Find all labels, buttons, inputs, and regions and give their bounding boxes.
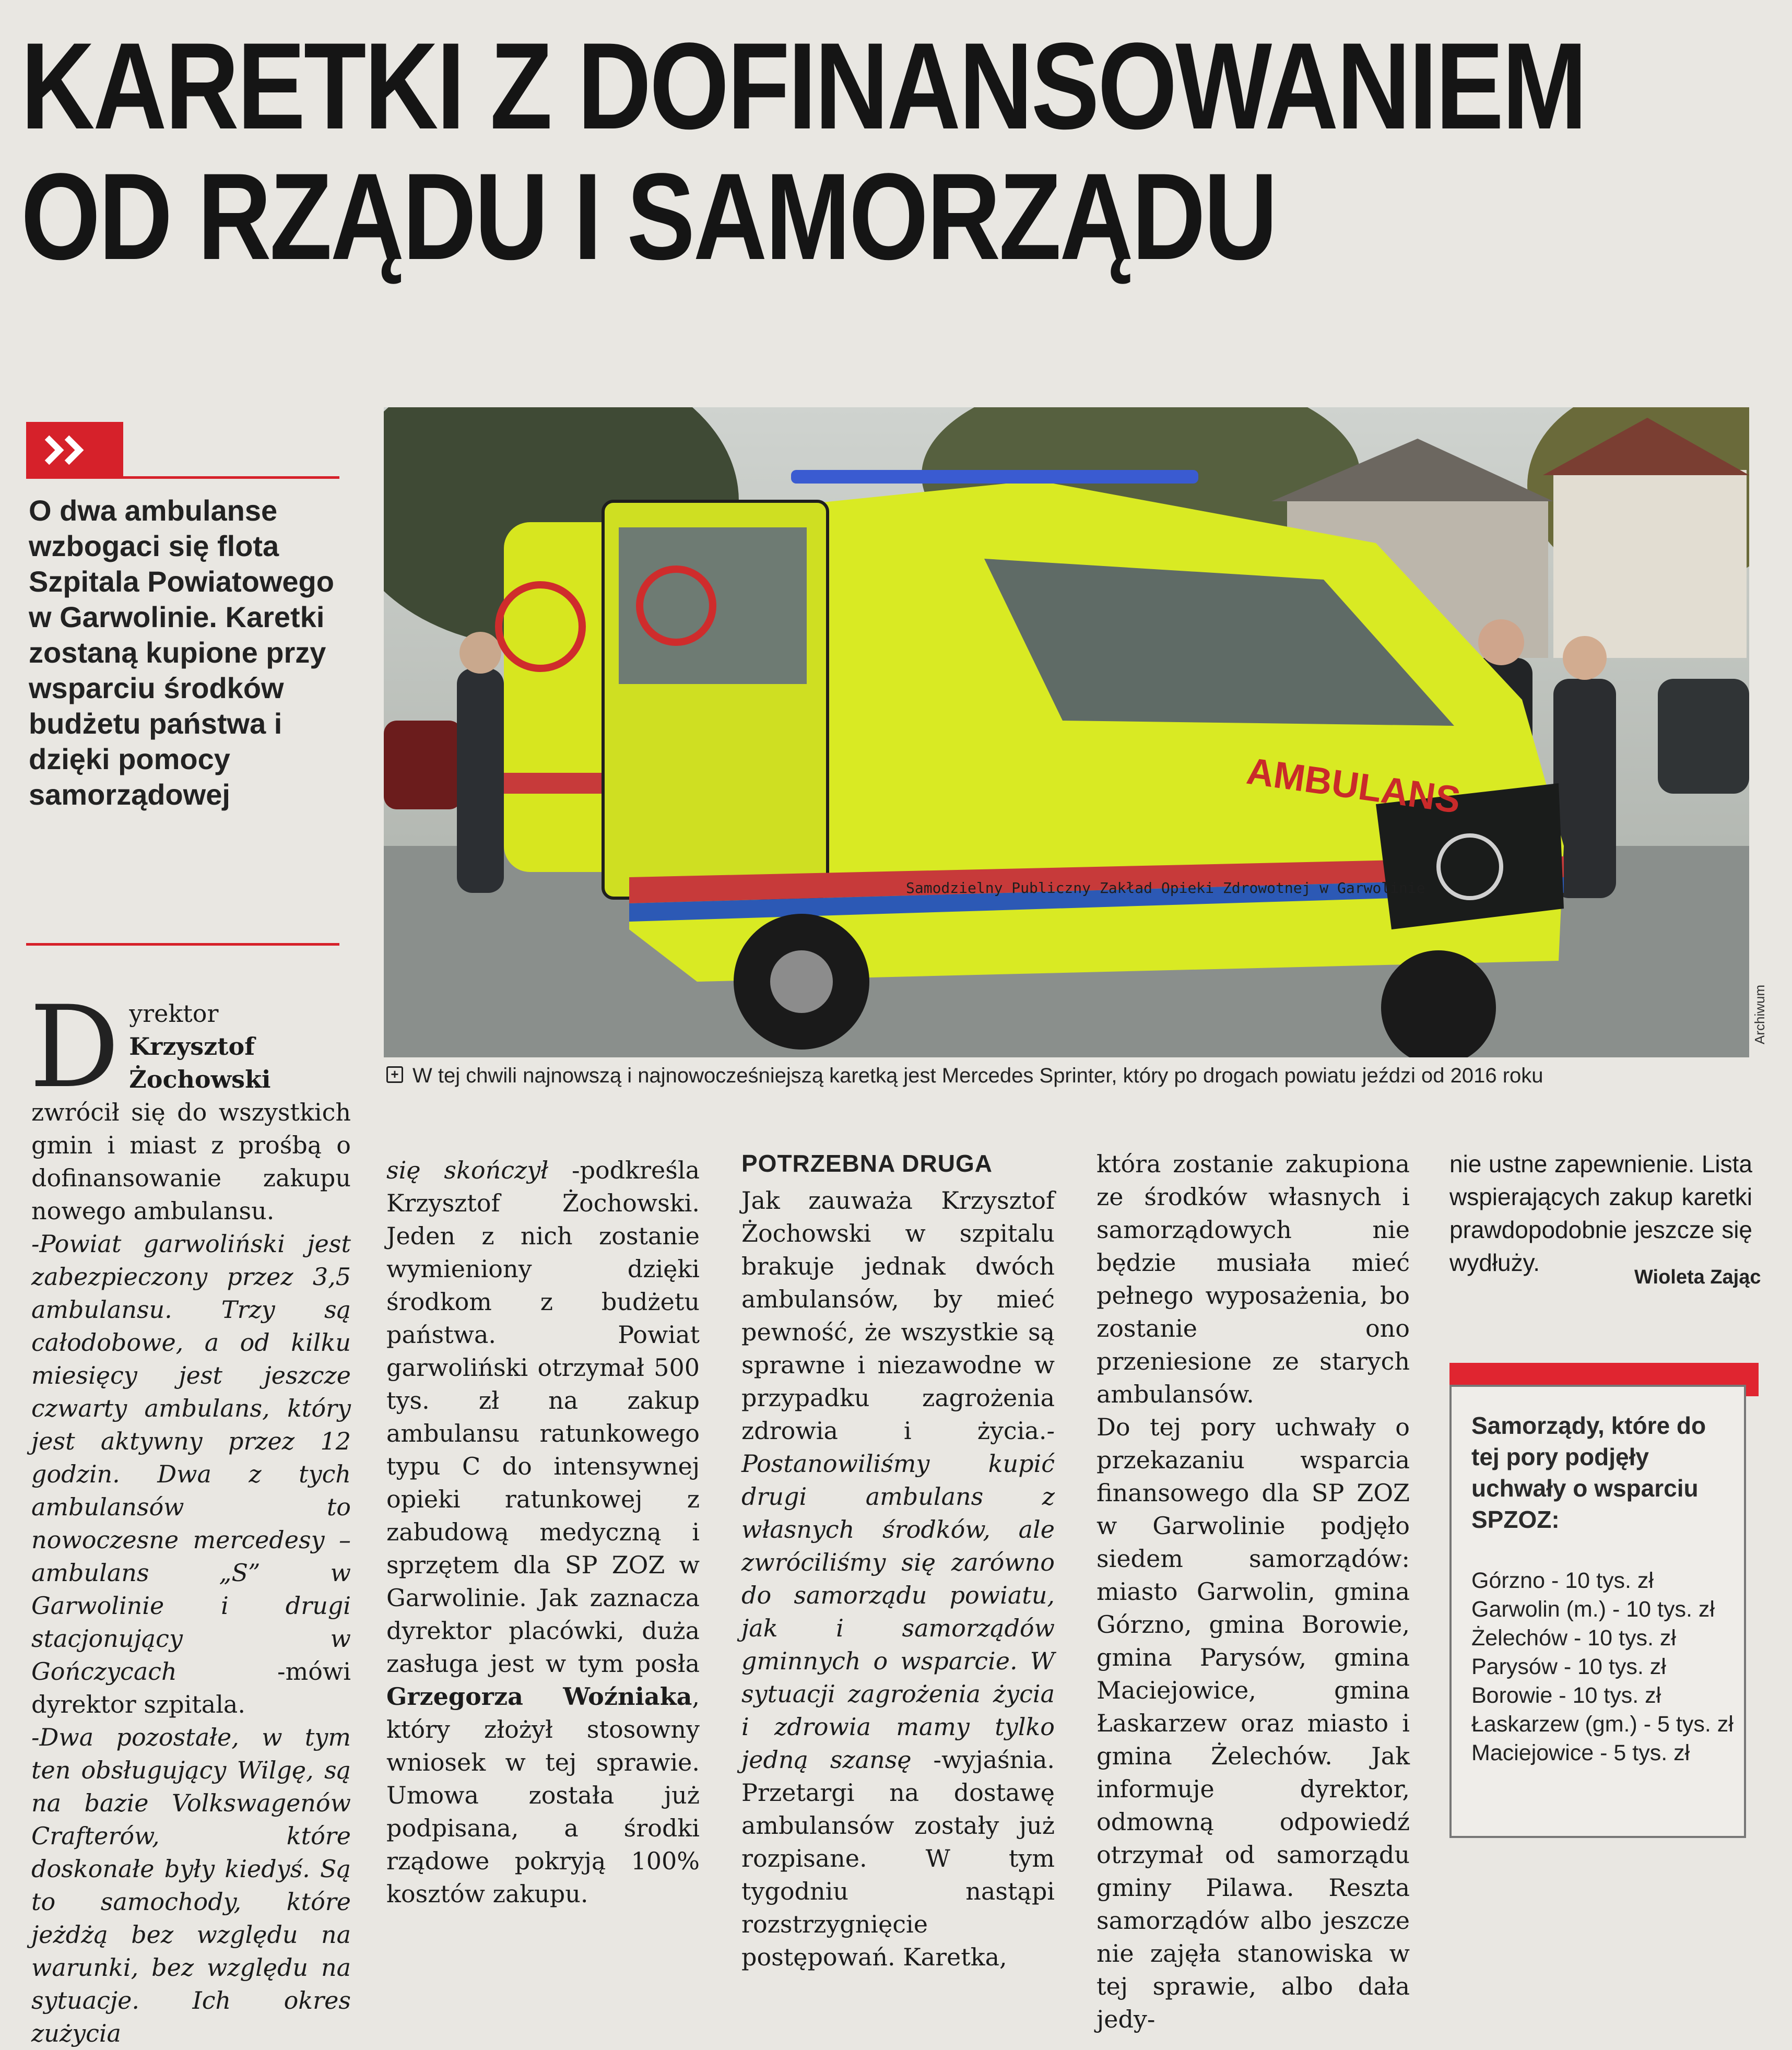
article-column-1: [29, 982, 351, 2050]
ambulance-photo-illustration: [384, 407, 1749, 1057]
side-lettering: Samodzielny Publiczny Zakład Opieki Zdrowotnej w Garwolinie: [906, 879, 1425, 897]
plus-square-icon: +: [386, 1066, 403, 1083]
subheading: POTRZEBNA DRUGA: [741, 1150, 993, 1177]
info-box-title: Samorządy, które do tej pory podjęły uchwały o wsparciu SPZOZ:: [1471, 1412, 1706, 1533]
list-item: Maciejowice - 5 tys. zł: [1471, 1740, 1690, 1765]
col1-quote-2: -Dwa pozostałe, w tym ten obsługujący Wilgę, są na bazie Volkswagenów Crafterów, które doskonałe były kiedyś. Są to samochody, które jeżdżą bez względu na warunki, bez względu na sytuacje. Ich okres zużycia: [31, 1723, 351, 2047]
lead-top-rule: [26, 476, 339, 479]
photo-credit: Archiwum: [1752, 984, 1767, 1044]
section-marker: [26, 422, 123, 478]
col2-text: -podkreśla Krzysztof Żochowski. Jeden z nich zostanie wymieniony dzięki środkom z budżetu państwa. Powiat garwoliński otrzymał 500 tys. zł na zakup ambulansu ratunkowego typu C do intensywnej opieki ratunkowej z zabudową medyczną i sprzętem dla SP ZOZ w Garwolinie. Jak zaznacza dyrektor placówki, duża zasługa jest w tym posła: [386, 1156, 700, 1678]
article-column-4: [1097, 1148, 1410, 2036]
article-column-5: [1449, 1148, 1752, 1279]
drop-cap: D: [29, 982, 120, 1113]
col2-quote-end: się skończył: [386, 1156, 549, 1184]
headline-line-1: KARETKI Z DOFINANSOWANIEM: [21, 17, 1586, 155]
photo-caption: [386, 1064, 1754, 1088]
col1-text-a: yrektor: [129, 999, 219, 1028]
list-item: Borowie - 10 tys. zł: [1471, 1683, 1661, 1708]
ambulance-photo: [384, 407, 1749, 1057]
caption-text: W tej chwili najnowszą i najnowocześniejszą karetką jest Mercedes Sprinter, który po drogach powiatu jeździ od 2016 roku: [412, 1064, 1543, 1087]
list-item: Górzno - 10 tys. zł: [1471, 1568, 1654, 1593]
lead-text: O dwa ambulanse wzbogaci się flota Szpitala Powiatowego w Garwolinie. Karetki zostaną kupione przy wsparciu środków budżetu państwa i dzięki pomocy samorządowej: [29, 494, 334, 811]
col4-text-2: Do tej pory uchwały o przekazaniu wsparcia finansowego dla SP ZOZ w Garwolinie podjęło siedem samorządów: miasto Garwolin, gmina Górzno, gmina Borowie, gmina Parysów, gmina Maciejowice, gmina Łaskarzew oraz miasto i gmina Żelechów. Jak informuje dyrektor, odmowną odpowiedź otrzymał od samorządu gminy Pilawa. Reszta samorządów albo jeszcze nie zajęła stanowiska w tej sprawie, albo dała jedy-: [1097, 1413, 1410, 2033]
col3-text-end: -wyjaśnia. Przetargi na dostawę ambulansów zostały już rozpisane. W tym tygodniu nastąpi rozstrzygnięcie postępowań. Karetka,: [741, 1746, 1055, 1971]
col2-name-bold: Grzegorza Woźniaka: [386, 1682, 692, 1711]
list-item: Garwolin (m.) - 10 tys. zł: [1471, 1597, 1715, 1622]
info-box-list: [1471, 1566, 1743, 1768]
col1-text-c: zwrócił się do wszystkich gmin i miast z prośbą o dofinansowanie zakupu nowego ambulansu.: [31, 1098, 351, 1225]
col3-text: Jak zauważa Krzysztof Żochowski w szpitalu brakuje jednak dwóch ambulansów, by mieć pewność, że wszystkie są sprawne i niezawodne w przypadku zagrożenia zdrowia i życia.: [741, 1186, 1055, 1445]
article-column-3: [741, 1148, 1055, 1974]
author-byline: Wioleta Zając: [1634, 1266, 1761, 1288]
headline-line-2: OD RZĄDU I SAMORZĄDU: [21, 148, 1276, 286]
col1-attribution: -mówi dyrektor szpitala.: [31, 1657, 351, 1718]
hood-lettering: AMBULANS: [1244, 750, 1463, 822]
list-item: Łaskarzew (gm.) - 5 tys. zł: [1471, 1712, 1734, 1737]
article-column-2: [386, 1154, 700, 1911]
headline: [21, 17, 1586, 286]
col5-text: nie ustne zapewnienie. Lista wspierających zakup karetki prawdopodobnie jeszcze się wydłuży.: [1449, 1150, 1752, 1276]
list-item: Żelechów - 10 tys. zł: [1471, 1625, 1676, 1651]
double-chevron-icon: [26, 422, 123, 478]
col3-quote: -Postanowiliśmy kupić drugi ambulans z własnych środków, ale zwróciliśmy się zarówno do samorządu powiatu, jak i samorządów gminnych o wsparcie. W sytuacji zagrożenia życia i zdrowia mamy tylko jedną szansę: [741, 1417, 1055, 1774]
col1-name-bold: Krzysztof Żochowski: [129, 1032, 271, 1093]
col2-text-end: , który złożył stosowny wniosek w tej sprawie. Umowa została już podpisana, a środki rządowe pokryją 100% kosztów zakupu.: [386, 1682, 700, 1908]
lead-bottom-rule: [26, 943, 339, 946]
col4-text-1: która zostanie zakupiona ze środków własnych i samorządowych nie będzie musiała mieć pełnego wyposażenia, bo zostanie ono przeniesione ze starych ambulansów.: [1097, 1150, 1410, 1408]
col1-quote-1: -Powiat garwoliński jest zabezpieczony przez 3,5 ambulansu. Trzy są całodobowe, a od kilku miesięcy jest jeszcze czwarty ambulans, który jest aktywny przez 12 godzin. Dwa z tych ambulansów to nowoczesne mercedesy – ambulans „S” w Garwolinie i drugi stacjonujący w Gończycach: [31, 1230, 351, 1686]
list-item: Parysów - 10 tys. zł: [1471, 1654, 1666, 1679]
